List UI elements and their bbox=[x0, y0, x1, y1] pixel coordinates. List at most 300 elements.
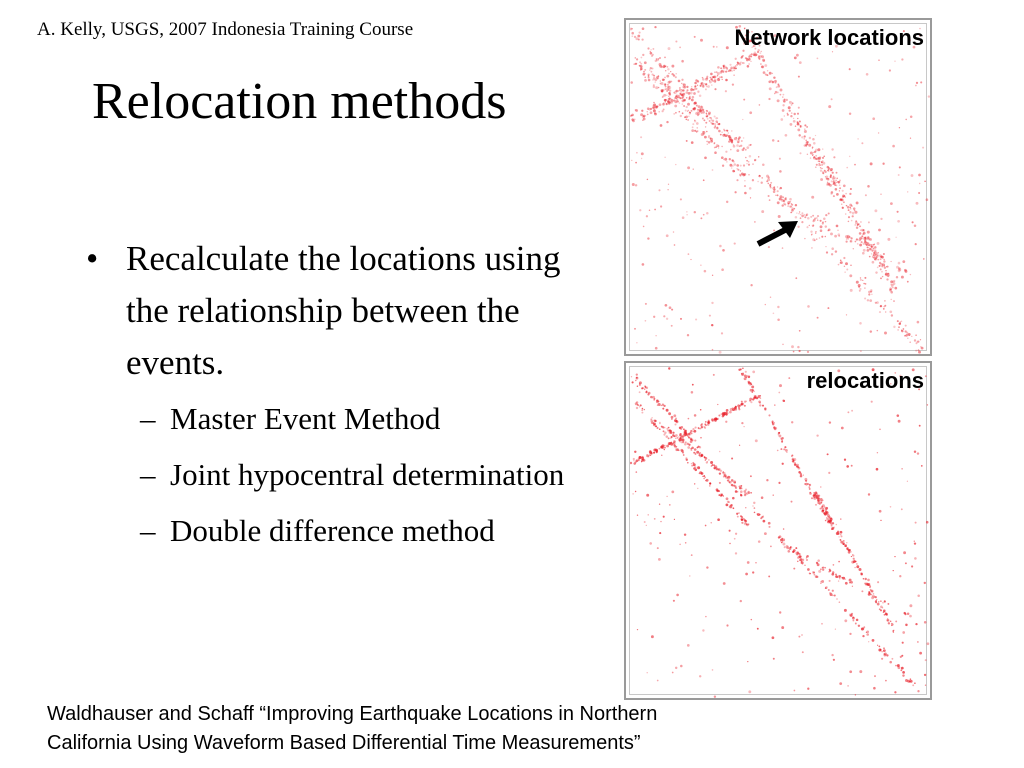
seismicity-point bbox=[750, 144, 752, 146]
seismicity-point bbox=[785, 197, 786, 198]
seismicity-point bbox=[830, 593, 833, 596]
seismicity-point bbox=[780, 448, 782, 450]
seismicity-point bbox=[799, 350, 801, 352]
seismicity-point bbox=[716, 127, 718, 129]
seismicity-point bbox=[838, 580, 839, 581]
seismicity-point bbox=[753, 502, 755, 504]
seismicity-point bbox=[748, 376, 751, 379]
seismicity-point bbox=[821, 236, 823, 238]
seismicity-point bbox=[851, 556, 852, 557]
seismicity-point bbox=[673, 113, 675, 115]
seismicity-point bbox=[731, 479, 734, 482]
seismicity-point bbox=[852, 215, 854, 217]
seismicity-point bbox=[641, 38, 643, 40]
seismicity-point bbox=[815, 232, 816, 233]
seismicity-point bbox=[838, 536, 839, 537]
seismicity-point bbox=[828, 472, 830, 474]
seismicity-point bbox=[710, 77, 711, 78]
seismicity-point bbox=[654, 26, 656, 28]
seismicity-point bbox=[631, 32, 634, 35]
seismicity-point bbox=[918, 351, 921, 354]
seismicity-point bbox=[734, 243, 736, 245]
seismicity-point bbox=[688, 116, 689, 117]
seismicity-point bbox=[910, 138, 911, 139]
seismicity-point bbox=[688, 444, 690, 446]
seismicity-point bbox=[750, 492, 752, 494]
seismicity-point bbox=[639, 61, 641, 63]
seismicity-point bbox=[846, 241, 848, 243]
seismicity-point bbox=[909, 341, 911, 343]
seismicity-point bbox=[831, 180, 833, 182]
seismicity-point bbox=[748, 174, 749, 175]
seismicity-point bbox=[719, 472, 721, 474]
seismicity-point bbox=[686, 89, 688, 91]
seismicity-point bbox=[736, 179, 738, 181]
seismicity-point bbox=[823, 218, 826, 221]
seismicity-point bbox=[797, 346, 799, 348]
seismicity-point bbox=[894, 556, 895, 557]
seismicity-point bbox=[674, 423, 676, 425]
seismicity-point bbox=[669, 430, 671, 432]
seismicity-point bbox=[685, 542, 687, 544]
seismicity-point bbox=[634, 36, 636, 38]
seismicity-point bbox=[659, 428, 660, 429]
bullet-text: Recalculate the locations using the relationship between the events. bbox=[126, 239, 561, 382]
seismicity-point bbox=[722, 249, 725, 252]
seismicity-point bbox=[673, 231, 675, 233]
seismicity-point bbox=[815, 155, 817, 157]
seismicity-point bbox=[745, 520, 748, 523]
seismicity-point bbox=[839, 184, 841, 186]
seismicity-point bbox=[788, 106, 791, 109]
seismicity-point bbox=[731, 484, 733, 486]
seismicity-point bbox=[783, 400, 785, 402]
seismicity-point bbox=[850, 237, 852, 239]
seismicity-point bbox=[905, 119, 907, 121]
seismicity-point bbox=[864, 277, 866, 279]
seismicity-point bbox=[856, 281, 859, 284]
seismicity-point bbox=[687, 166, 690, 169]
seismicity-point bbox=[795, 277, 797, 279]
seismicity-point bbox=[671, 65, 674, 68]
seismicity-point bbox=[671, 418, 672, 419]
seismicity-point bbox=[887, 238, 890, 241]
seismicity-point bbox=[903, 551, 906, 554]
seismicity-point bbox=[704, 423, 706, 425]
seismicity-point bbox=[873, 248, 875, 250]
seismicity-point bbox=[776, 86, 778, 88]
seismicity-point bbox=[910, 678, 912, 680]
seismicity-point bbox=[782, 539, 784, 541]
seismicity-point bbox=[862, 280, 863, 281]
seismicity-point bbox=[684, 443, 687, 446]
seismicity-point bbox=[795, 125, 796, 126]
seismicity-point bbox=[825, 225, 827, 227]
seismicity-point bbox=[799, 330, 801, 332]
seismicity-point bbox=[708, 136, 710, 138]
seismicity-point bbox=[840, 199, 842, 201]
seismicity-point bbox=[659, 57, 661, 59]
seismicity-point bbox=[742, 368, 744, 370]
seismicity-point bbox=[864, 578, 866, 580]
seismicity-point bbox=[878, 59, 879, 60]
seismicity-point bbox=[883, 647, 885, 649]
seismicity-point bbox=[773, 494, 774, 495]
seismicity-point bbox=[696, 122, 699, 125]
seismicity-point bbox=[708, 459, 709, 460]
seismicity-point bbox=[683, 454, 685, 456]
seismicity-point bbox=[660, 80, 661, 81]
seismicity-point bbox=[705, 122, 707, 124]
seismicity-point bbox=[637, 386, 638, 387]
seismicity-point bbox=[724, 158, 727, 161]
seismicity-point bbox=[890, 261, 891, 262]
seismicity-point bbox=[813, 142, 816, 145]
seismicity-point bbox=[830, 170, 832, 172]
seismicity-point bbox=[751, 53, 753, 55]
seismicity-point bbox=[873, 254, 876, 257]
seismicity-point bbox=[655, 107, 657, 109]
seismicity-point bbox=[687, 334, 689, 336]
seismicity-point bbox=[857, 243, 859, 245]
seismicity-point bbox=[699, 446, 701, 448]
seismicity-point bbox=[815, 504, 817, 506]
seismicity-point bbox=[674, 519, 675, 520]
seismicity-point bbox=[691, 110, 693, 112]
seismicity-point bbox=[870, 594, 872, 596]
seismicity-point bbox=[724, 412, 725, 413]
seismicity-point bbox=[877, 452, 878, 453]
seismicity-point bbox=[675, 418, 677, 420]
seismicity-point bbox=[758, 396, 760, 398]
seismicity-point bbox=[852, 620, 854, 622]
seismicity-point bbox=[864, 297, 866, 299]
seismicity-point bbox=[793, 120, 796, 123]
seismicity-point bbox=[843, 257, 845, 259]
seismicity-point bbox=[815, 135, 816, 136]
seismicity-point bbox=[843, 577, 845, 579]
seismicity-point bbox=[884, 600, 886, 602]
seismicity-point bbox=[687, 446, 690, 449]
seismicity-point bbox=[675, 40, 677, 42]
seismicity-point bbox=[815, 158, 817, 160]
seismicity-point bbox=[719, 451, 721, 453]
seismicity-point bbox=[733, 481, 736, 484]
seismicity-point bbox=[825, 236, 827, 238]
seismicity-point bbox=[749, 382, 751, 384]
seismicity-point bbox=[754, 221, 756, 223]
seismicity-point bbox=[809, 488, 811, 490]
seismicity-point bbox=[723, 65, 724, 66]
seismicity-point bbox=[752, 505, 753, 506]
seismicity-point bbox=[901, 58, 903, 60]
seismicity-point bbox=[834, 594, 836, 596]
seismicity-point bbox=[823, 508, 824, 509]
seismicity-point bbox=[844, 609, 847, 612]
seismicity-point bbox=[655, 60, 657, 62]
seismicity-point bbox=[772, 81, 774, 83]
seismicity-point bbox=[768, 526, 770, 528]
seismicity-point bbox=[915, 522, 917, 524]
seismicity-point bbox=[923, 258, 925, 260]
seismicity-point bbox=[927, 642, 930, 645]
seismicity-point bbox=[755, 439, 758, 442]
seismicity-point bbox=[730, 140, 733, 143]
seismicity-point bbox=[672, 442, 674, 444]
seismicity-point bbox=[667, 189, 668, 190]
seismicity-point bbox=[692, 123, 694, 125]
seismicity-point bbox=[917, 452, 919, 454]
seismicity-point bbox=[831, 247, 834, 250]
seismicity-point bbox=[718, 414, 720, 416]
seismicity-point bbox=[658, 403, 661, 406]
seismicity-point bbox=[880, 218, 882, 220]
seismicity-point bbox=[750, 475, 752, 477]
seismicity-point bbox=[836, 524, 837, 525]
seismicity-point bbox=[740, 368, 742, 370]
seismicity-point bbox=[796, 123, 798, 125]
seismicity-point bbox=[732, 165, 733, 166]
seismicity-point bbox=[697, 127, 698, 128]
seismicity-point bbox=[769, 72, 772, 75]
seismicity-point bbox=[871, 294, 872, 295]
seismicity-point bbox=[688, 418, 690, 420]
seismicity-point bbox=[907, 612, 910, 615]
seismicity-point bbox=[922, 147, 924, 149]
bullet-list bbox=[84, 233, 604, 565]
seismicity-point bbox=[791, 112, 793, 114]
seismicity-point bbox=[671, 325, 673, 327]
seismicity-point bbox=[632, 493, 633, 494]
seismicity-point bbox=[914, 557, 917, 560]
seismicity-point bbox=[704, 136, 707, 139]
seismicity-point bbox=[790, 547, 792, 549]
seismicity-point bbox=[877, 645, 878, 646]
seismicity-point bbox=[635, 57, 637, 59]
seismicity-point bbox=[878, 252, 879, 253]
seismicity-point bbox=[768, 195, 770, 197]
seismicity-points bbox=[630, 25, 930, 354]
seismicity-point bbox=[712, 123, 714, 125]
seismicity-point bbox=[743, 137, 744, 138]
seismicity-point bbox=[912, 684, 914, 686]
seismicity-point bbox=[631, 28, 632, 29]
seismicity-point bbox=[726, 624, 728, 626]
seismicity-point bbox=[777, 306, 779, 308]
seismicity-point bbox=[740, 165, 742, 167]
seismicity-point bbox=[646, 454, 647, 455]
seismicity-point bbox=[777, 190, 779, 192]
seismicity-point bbox=[871, 253, 872, 254]
seismicity-point bbox=[644, 388, 645, 389]
seismicity-point bbox=[899, 127, 900, 128]
seismicity-point bbox=[898, 174, 900, 176]
seismicity-point bbox=[724, 130, 726, 132]
seismicity-point bbox=[700, 264, 701, 265]
seismicity-point bbox=[835, 250, 837, 252]
seismicity-point bbox=[815, 166, 817, 168]
seismicity-point bbox=[683, 86, 686, 89]
seismicity-point bbox=[866, 73, 869, 76]
seismicity-point bbox=[818, 160, 819, 161]
seismicity-point bbox=[708, 141, 711, 144]
seismicity-point bbox=[775, 91, 778, 94]
seismicity-point bbox=[648, 79, 651, 82]
seismicity-point bbox=[822, 171, 824, 173]
seismicity-point bbox=[772, 73, 773, 74]
seismicity-point bbox=[766, 175, 769, 178]
seismicity-point bbox=[644, 69, 646, 71]
seismicity-point bbox=[647, 111, 648, 112]
seismicity-point bbox=[738, 512, 740, 514]
seismicity-point bbox=[633, 458, 635, 460]
seismicity-point bbox=[754, 507, 756, 509]
seismicity-point bbox=[650, 111, 653, 114]
seismicity-point bbox=[752, 371, 755, 374]
seismicity-point bbox=[829, 184, 832, 187]
seismicity-point bbox=[902, 674, 904, 676]
seismicity-point bbox=[749, 58, 751, 60]
seismicity-point bbox=[730, 66, 733, 69]
seismicity-point bbox=[829, 421, 831, 423]
seismicity-point bbox=[686, 106, 688, 108]
seismicity-point bbox=[879, 429, 881, 431]
seismicity-point bbox=[657, 680, 659, 682]
seismicity-point bbox=[641, 461, 642, 462]
seismicity-point bbox=[711, 84, 712, 85]
seismicity-point bbox=[862, 635, 864, 637]
seismicity-point bbox=[736, 149, 739, 152]
seismicity-point bbox=[745, 573, 748, 576]
seismicity-point bbox=[881, 271, 883, 273]
seismicity-point bbox=[844, 266, 845, 267]
seismicity-point bbox=[843, 201, 845, 203]
seismicity-point bbox=[712, 349, 714, 351]
seismicity-point bbox=[752, 390, 754, 392]
seismicity-point bbox=[860, 279, 862, 281]
seismicity-point bbox=[739, 445, 740, 446]
seismicity-point bbox=[692, 384, 694, 386]
seismicity-point bbox=[901, 508, 903, 510]
seismicity-point bbox=[671, 99, 674, 102]
seismicity-point bbox=[840, 531, 843, 534]
seismicity-point bbox=[658, 111, 660, 113]
seismicity-point bbox=[692, 96, 695, 99]
seismicity-point bbox=[884, 266, 886, 268]
seismicity-point bbox=[817, 563, 820, 566]
seismicity-point bbox=[643, 226, 645, 228]
seismicity-point bbox=[867, 579, 870, 582]
seismicity-point bbox=[839, 578, 840, 579]
seismicity-point bbox=[852, 554, 853, 555]
seismicity-point bbox=[914, 339, 916, 341]
seismicity-point bbox=[729, 543, 730, 544]
seismicity-point bbox=[640, 404, 642, 406]
seismicity-point bbox=[901, 667, 904, 670]
seismicity-point bbox=[688, 110, 689, 111]
seismicity-point bbox=[840, 260, 842, 262]
seismicity-point bbox=[900, 321, 901, 322]
seismicity-point bbox=[845, 579, 846, 580]
seismicity-point bbox=[654, 518, 656, 520]
seismicity-point bbox=[695, 427, 697, 429]
seismicity-point bbox=[675, 112, 677, 114]
seismicity-point bbox=[650, 51, 651, 52]
seismicity-point bbox=[818, 570, 821, 573]
seismicity-point bbox=[896, 276, 898, 278]
seismicity-point bbox=[812, 154, 814, 156]
seismicity-point bbox=[721, 332, 723, 334]
seismicity-point bbox=[711, 522, 712, 523]
seismicity-point bbox=[647, 237, 649, 239]
seismicity-point bbox=[695, 88, 697, 90]
seismicity-point bbox=[691, 391, 694, 394]
seismicity-point bbox=[729, 64, 731, 66]
seismicity-point bbox=[671, 73, 673, 75]
seismicity-point bbox=[686, 97, 688, 99]
seismicity-point bbox=[730, 504, 732, 506]
seismicity-point bbox=[649, 69, 650, 70]
seismicity-point bbox=[814, 239, 816, 241]
seismicity-point bbox=[675, 90, 678, 93]
seismicity-point bbox=[712, 169, 714, 171]
seismicity-point bbox=[887, 275, 889, 277]
seismicity-point bbox=[660, 83, 662, 85]
seismicity-point bbox=[782, 543, 785, 546]
seismicity-point bbox=[872, 639, 875, 642]
seismicity-point bbox=[659, 63, 662, 66]
seismicity-point bbox=[722, 79, 723, 80]
seismicity-point bbox=[918, 192, 920, 194]
seismicity-point bbox=[740, 515, 742, 517]
seismicity-point bbox=[719, 482, 721, 484]
seismicity-point bbox=[686, 140, 688, 142]
seismicity-point bbox=[718, 130, 721, 133]
seismicity-point bbox=[632, 35, 634, 37]
seismicity-point bbox=[642, 27, 645, 30]
seismicity-point bbox=[697, 466, 700, 469]
seismicity-point bbox=[699, 452, 701, 454]
seismicity-point bbox=[828, 229, 831, 232]
seismicity-point bbox=[901, 276, 904, 279]
seismicity-point bbox=[663, 79, 665, 81]
seismicity-point bbox=[848, 221, 850, 223]
seismicity-point bbox=[730, 149, 732, 151]
seismicity-point bbox=[663, 516, 665, 518]
seismicity-point bbox=[668, 96, 669, 97]
seismicity-point bbox=[668, 437, 670, 439]
seismicity-point bbox=[641, 57, 643, 59]
seismicity-point bbox=[891, 299, 892, 300]
seismicity-point bbox=[863, 229, 864, 230]
seismicity-point bbox=[867, 237, 869, 239]
seismicity-point bbox=[859, 322, 862, 325]
seismicity-point bbox=[777, 99, 780, 102]
seismicity-point bbox=[804, 144, 806, 146]
seismicity-point bbox=[735, 405, 737, 407]
seismicity-point bbox=[682, 441, 684, 443]
seismicity-point bbox=[637, 629, 638, 630]
sub-bullet-text: Double difference method bbox=[170, 513, 495, 548]
seismicity-point bbox=[867, 185, 870, 188]
seismicity-point bbox=[910, 116, 913, 119]
seismicity-point bbox=[764, 64, 767, 67]
seismicity-point bbox=[726, 497, 729, 500]
seismicity-point bbox=[688, 436, 690, 438]
seismicity-point bbox=[744, 405, 746, 407]
seismicity-point bbox=[717, 404, 718, 405]
bullet-item bbox=[84, 233, 604, 553]
